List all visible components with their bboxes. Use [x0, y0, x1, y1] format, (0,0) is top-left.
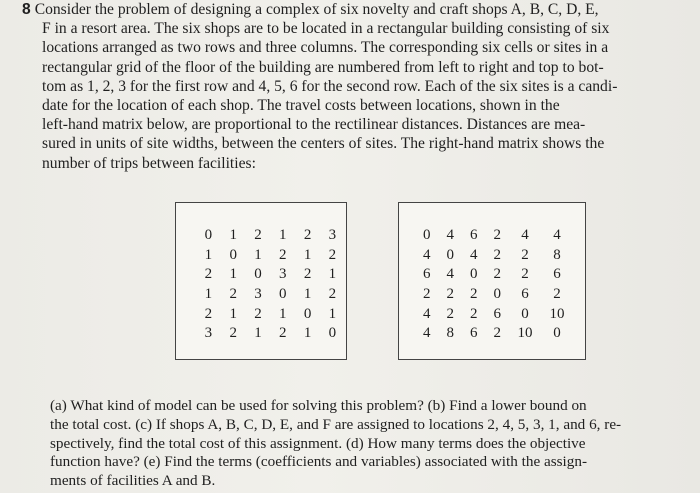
question-line-2: the total cost. (c) If shops A, B, C, D, E, and F are assigned to locations 2, 4, 5, 3, 1, and 6, re-: [50, 415, 622, 433]
problem-text-line-3: locations arranged as two rows and three columns. The corresponding six cells or sites in a: [42, 39, 609, 57]
matrix-cell: 0: [521, 305, 529, 322]
question-line-1: (a) What kind of model can be used for solving this problem? (b) Find a lower bound on: [50, 397, 587, 414]
matrix-cell: 0: [303, 305, 312, 322]
matrix-cell: 2: [521, 246, 529, 263]
matrix-cell: 2: [493, 227, 501, 244]
matrix-cell: 2: [303, 266, 312, 283]
matrix-cell: 10: [549, 305, 565, 322]
matrix-cell: 1: [303, 325, 312, 342]
matrix-cell: 4: [423, 305, 431, 322]
problem-text-line-9: number of trips between facilities:: [42, 154, 256, 172]
matrix-cell: 2: [493, 325, 501, 342]
matrix-cell: 1: [229, 227, 237, 244]
problem-text-line-1: Consider the problem of designing a complex of six novelty and craft shops A, B, C, D, E,: [34, 1, 599, 18]
matrix-cell: 1: [229, 305, 237, 322]
matrix-cell: 1: [254, 325, 262, 342]
matrix-row: [196, 265, 345, 285]
matrix-cell: 2: [229, 286, 237, 303]
matrix-row: [196, 304, 345, 324]
matrix-cell: 2: [493, 246, 501, 263]
matrix-cell: 4: [446, 266, 454, 283]
matrix-cell: 1: [229, 266, 237, 283]
matrix-cell: 2: [553, 286, 561, 303]
matrix-row: [196, 226, 345, 246]
matrix-row: [415, 304, 573, 324]
matrix-cell: 4: [423, 325, 431, 342]
matrix-cell: 2: [254, 305, 262, 322]
matrix-cell: 6: [470, 227, 478, 244]
matrix-cell: 1: [204, 246, 213, 263]
matrix-cell: 0: [279, 286, 287, 303]
matrix-cell: 1: [254, 246, 262, 263]
distance-matrix: [175, 202, 347, 360]
problem-text-line-8: sured in units of site widths, between the centers of sites. The right-hand matrix shows the: [42, 135, 605, 153]
matrix-cell: 8: [553, 246, 561, 263]
question-line-3: spectively, find the total cost of this assignment. (d) How many terms does the objective: [50, 434, 586, 452]
matrix-cell: 0: [204, 227, 213, 244]
matrix-cell: 2: [328, 246, 337, 263]
matrix-cell: 4: [521, 227, 529, 244]
problem-text-line-5: tom as 1, 2, 3 for the first row and 4, 5, 6 for the second row. Each of the six sites is a candi-: [42, 77, 618, 95]
problem-text-line-6: date for the location of each shop. The travel costs between locations, shown in the: [42, 97, 560, 115]
matrix-row: [415, 265, 573, 285]
matrix-cell: 0: [229, 246, 237, 263]
matrix-row: [196, 285, 345, 305]
matrix-cell: 4: [553, 227, 561, 244]
matrix-cell: 0: [553, 325, 561, 342]
matrix-cell: 2: [493, 266, 501, 283]
matrix-cell: 2: [279, 325, 287, 342]
matrix-cell: 6: [470, 325, 478, 342]
matrix-cell: 6: [493, 305, 501, 322]
matrix-cell: 1: [303, 246, 312, 263]
matrix-cell: 0: [493, 286, 501, 303]
matrix-cell: 0: [423, 227, 431, 244]
matrix-cell: 0: [446, 246, 454, 263]
matrix-cell: 2: [328, 286, 337, 303]
problem-line: [22, 0, 686, 19]
question-line-4: function have? (e) Find the terms (coefficients and variables) associated with the assign-: [50, 453, 588, 471]
matrix-cell: 4: [446, 227, 454, 244]
matrix-cell: 1: [279, 227, 287, 244]
matrix-cell: 0: [254, 266, 262, 283]
problem-text-line-7: left-hand matrix below, are proportional to the rectilinear distances. Distances are mea-: [42, 116, 586, 134]
distance-matrix-table: [196, 226, 345, 344]
matrix-cell: 3: [279, 266, 287, 283]
matrix-cell: 10: [517, 325, 533, 342]
question-line-5: ments of facilities A and B.: [50, 472, 216, 490]
matrix-cell: 1: [279, 305, 287, 322]
matrix-cell: 0: [470, 266, 478, 283]
matrix-row: [196, 246, 345, 266]
matrix-cell: 4: [470, 246, 478, 263]
matrix-cell: 1: [328, 305, 337, 322]
matrix-row: [196, 324, 345, 344]
matrix-cell: 2: [303, 227, 312, 244]
matrix-cell: 6: [553, 266, 561, 283]
matrix-cell: 2: [229, 325, 237, 342]
matrix-cell: 2: [279, 246, 287, 263]
matrix-cell: 1: [328, 266, 337, 283]
question-parts: [50, 397, 690, 491]
matrix-cell: 2: [204, 266, 213, 283]
matrix-cell: 2: [446, 286, 454, 303]
matrix-cell: 2: [254, 227, 262, 244]
matrix-row: [415, 246, 573, 266]
matrix-cell: 6: [423, 266, 431, 283]
matrix-cell: 1: [303, 286, 312, 303]
matrix-row: [415, 324, 573, 344]
matrix-cell: 8: [446, 325, 454, 342]
matrix-cell: 2: [470, 305, 478, 322]
matrix-cell: 3: [328, 227, 337, 244]
matrix-cell: 0: [328, 325, 337, 342]
problem-text-line-4: rectangular grid of the floor of the building are numbered from left to right and top to bot-: [42, 58, 604, 76]
matrix-cell: 2: [521, 266, 529, 283]
matrix-row: [415, 226, 573, 246]
matrix-cell: 6: [521, 286, 529, 303]
trips-matrix: [398, 202, 586, 360]
problem-number: 8: [22, 1, 31, 18]
matrix-cell: 2: [204, 305, 213, 322]
matrix-cell: 3: [204, 325, 213, 342]
matrix-cell: 1: [204, 286, 213, 303]
matrix-cell: 2: [446, 305, 454, 322]
matrix-cell: 2: [423, 286, 431, 303]
matrix-row: [415, 285, 573, 305]
matrix-cell: 4: [423, 246, 431, 263]
problem-statement: [22, 0, 686, 173]
matrix-cell: 3: [254, 286, 262, 303]
trips-matrix-table: [415, 226, 573, 344]
problem-text-line-2: F in a resort area. The six shops are to be located in a rectangular building consisting of six: [42, 20, 610, 38]
matrix-cell: 2: [470, 286, 478, 303]
